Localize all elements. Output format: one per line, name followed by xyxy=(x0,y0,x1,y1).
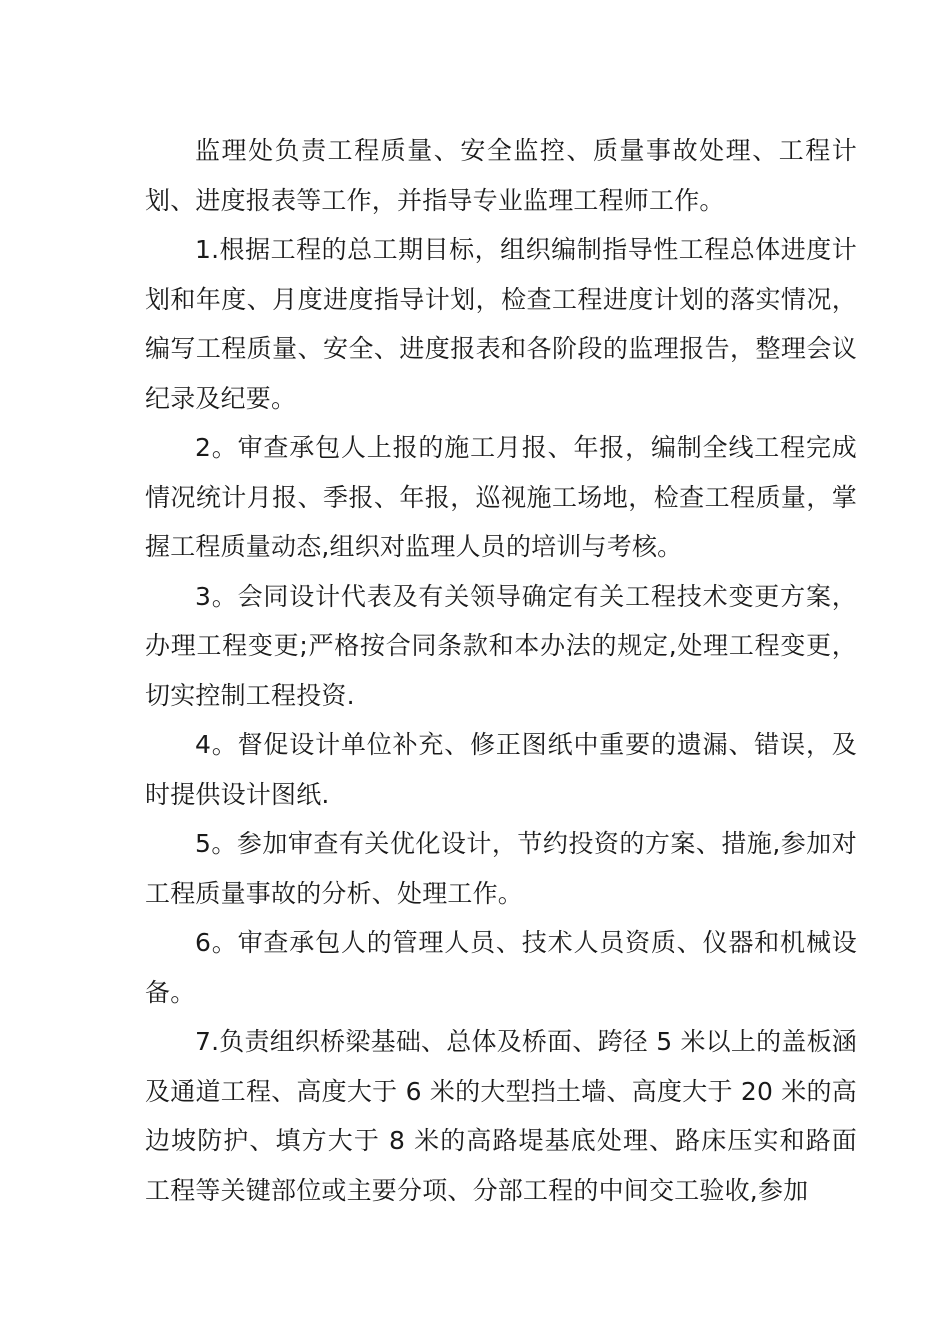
paragraph-item-7: 7.负责组织桥梁基础、总体及桥面、跨径 5 米以上的盖板涵及通道工程、高度大于 6 米的大型挡土墙、高度大于 20 米的高边坡防护、填方大于 8 米的高路堤基底处理、路床压实和路面工程等关键部位或主要分项、分部工程的中间交工验收,参加 xyxy=(145,1027,857,1205)
paragraph-intro: 监理处负责工程质量、安全监控、质量事故处理、工程计划、进度报表等工作，并指导专业监理工程师工作。 xyxy=(145,136,857,215)
paragraph-item-5: 5。参加审查有关优化设计，节约投资的方案、措施,参加对工程质量事故的分析、处理工作。 xyxy=(145,829,857,908)
paragraph-item-2: 2。审查承包人上报的施工月报、年报，编制全线工程完成情况统计月报、季报、年报，巡视施工场地，检查工程质量，掌握工程质量动态,组织对监理人员的培训与考核。 xyxy=(145,433,857,561)
paragraph-item-1: 1.根据工程的总工期目标，组织编制指导性工程总体进度计划和年度、月度进度指导计划，检查工程进度计划的落实情况，编写工程质量、安全、进度报表和各阶段的监理报告，整理会议纪录及纪要。 xyxy=(145,235,857,413)
paragraph-item-3: 3。会同设计代表及有关领导确定有关工程技术变更方案，办理工程变更;严格按合同条款和本办法的规定,处理工程变更，切实控制工程投资. xyxy=(145,581,857,710)
paragraph-item-6: 6。审查承包人的管理人员、技术人员资质、仪器和机械设备。 xyxy=(145,928,857,1007)
document-body xyxy=(145,126,857,1215)
paragraph-item-4: 4。督促设计单位补充、修正图纸中重要的遗漏、错误，及时提供设计图纸. xyxy=(145,730,857,809)
